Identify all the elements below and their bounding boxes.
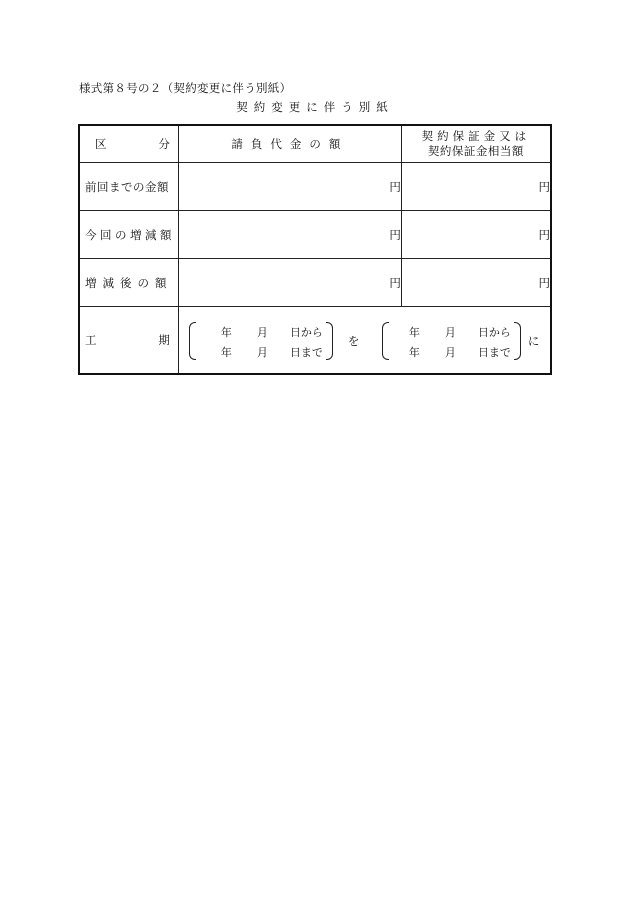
to-label: 日まで xyxy=(477,346,511,359)
period-row xyxy=(79,307,551,375)
bracket-right xyxy=(326,322,333,360)
year-label: 年 xyxy=(220,346,232,359)
period-label-a: 工 xyxy=(85,333,97,347)
bracket-right xyxy=(514,322,521,360)
table-header-row xyxy=(79,125,551,163)
header-contract-amount: 請負代金の額 xyxy=(178,125,401,163)
guarantee-cell: 円 xyxy=(401,211,551,259)
guarantee-cell: 円 xyxy=(401,163,551,211)
month-label: 月 xyxy=(444,326,456,339)
header-category xyxy=(79,125,178,163)
amount-cell: 円 xyxy=(178,163,401,211)
from-label: 日から xyxy=(289,326,323,339)
to-label: 日まで xyxy=(289,346,323,359)
suffix-text: に xyxy=(527,334,540,348)
contract-change-table xyxy=(78,124,552,375)
amount-cell: 円 xyxy=(178,211,401,259)
bracket-left xyxy=(382,322,389,360)
guarantee-cell: 円 xyxy=(401,259,551,307)
row-label xyxy=(79,163,178,211)
connector-text: を xyxy=(347,334,360,348)
header-category-b: 分 xyxy=(158,137,170,151)
row-label xyxy=(79,211,178,259)
period-label-b: 期 xyxy=(158,333,170,347)
row-label xyxy=(79,259,178,307)
amount-cell: 円 xyxy=(178,259,401,307)
row-label-text: 前回までの金額 xyxy=(85,179,169,194)
period-value xyxy=(178,307,551,375)
month-label: 月 xyxy=(444,346,456,359)
form-number: 様式第８号の２（契約変更に伴う別紙） xyxy=(79,81,292,95)
table-row xyxy=(79,163,551,211)
year-label: 年 xyxy=(408,326,420,339)
row-label-text: 今回の増減額 xyxy=(85,227,175,242)
header-category-a: 区 xyxy=(95,137,107,151)
year-label: 年 xyxy=(220,326,232,339)
bracket-left xyxy=(189,322,196,360)
document-title: 契約変更に伴う別紙 xyxy=(236,100,394,114)
table-row xyxy=(79,259,551,307)
row-label-text: 増減後の額 xyxy=(85,275,173,290)
month-label: 月 xyxy=(256,346,268,359)
header-guarantee-line2: 契約保証金相当額 xyxy=(427,144,524,158)
table-row xyxy=(79,211,551,259)
month-label: 月 xyxy=(256,326,268,339)
from-label: 日から xyxy=(477,326,511,339)
header-guarantee xyxy=(401,125,551,163)
year-label: 年 xyxy=(408,346,420,359)
period-label xyxy=(79,307,178,375)
header-guarantee-line1: 契約保証金又は xyxy=(421,129,531,143)
